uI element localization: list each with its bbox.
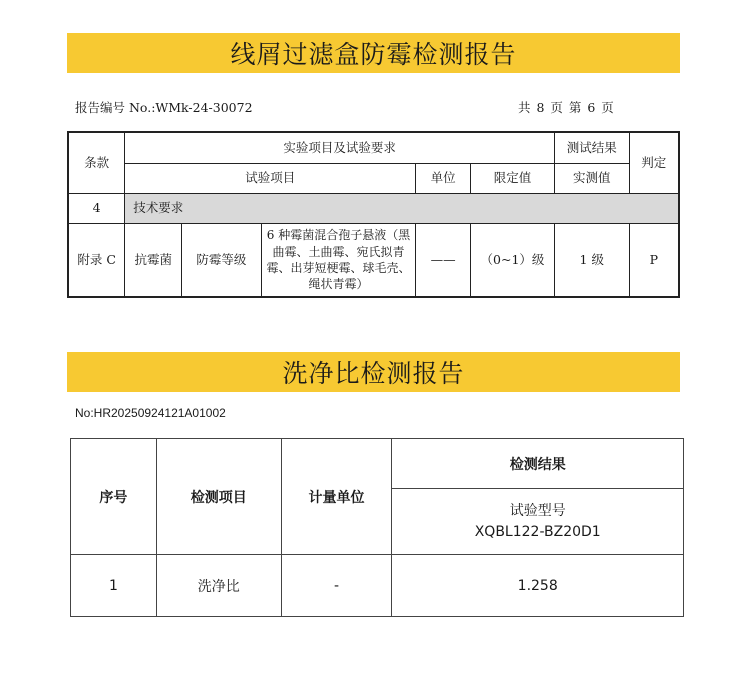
wash-ratio-table (70, 438, 684, 617)
model-label: 试验型号 (509, 503, 566, 520)
page-info: 共 8 页 第 6 页 (518, 100, 615, 115)
data-item-antimold: 抗霉菌 (125, 223, 182, 297)
header-model (392, 489, 684, 555)
header-unit: 单位 (416, 163, 471, 193)
header-judgement: 判定 (629, 132, 679, 193)
data-limit: （0~1）级 (471, 223, 555, 297)
data-clause: 附录 C (68, 223, 125, 297)
section2-report-number: No:HR20250924121A01002 (75, 406, 226, 420)
tech-clause: 4 (68, 193, 125, 223)
data-judgement: P (629, 223, 679, 297)
section1-title: 线屑过滤盒防霉检测报告 (230, 40, 517, 69)
header-test-item: 试验项目 (125, 163, 416, 193)
section1-title-banner (67, 33, 680, 73)
mold-test-table (67, 131, 680, 298)
data-item-description: 6 种霉菌混合孢子悬液（黑曲霉、土曲霉、宛氏拟青霉、出芽短梗霉、球毛壳、绳状青霉） (261, 223, 415, 297)
section2-title-banner (67, 352, 680, 392)
data-measured: 1 级 (554, 223, 629, 297)
row-value: 1.258 (392, 555, 684, 617)
row-unit: - (281, 555, 392, 617)
header-measured: 实测值 (554, 163, 629, 193)
header-seq: 序号 (71, 439, 157, 555)
row-item: 洗净比 (156, 555, 281, 617)
report-number: 报告编号 No.:WMk-24-30072 (75, 100, 253, 115)
row-seq: 1 (71, 555, 157, 617)
data-unit: —— (416, 223, 471, 297)
header-test-result: 测试结果 (554, 132, 629, 163)
header-limit: 限定值 (471, 163, 555, 193)
header-result: 检测结果 (392, 439, 684, 489)
section2-title: 洗净比检测报告 (282, 359, 465, 388)
tech-requirements-label: 技术要求 (125, 193, 679, 223)
model-value: XQBL122-BZ20D1 (474, 523, 601, 540)
header-item: 检测项目 (156, 439, 281, 555)
header-test-items-req: 实验项目及试验要求 (125, 132, 555, 163)
header-clause: 条款 (68, 132, 125, 193)
header-unit: 计量单位 (281, 439, 392, 555)
data-item-grade: 防霉等级 (182, 223, 262, 297)
